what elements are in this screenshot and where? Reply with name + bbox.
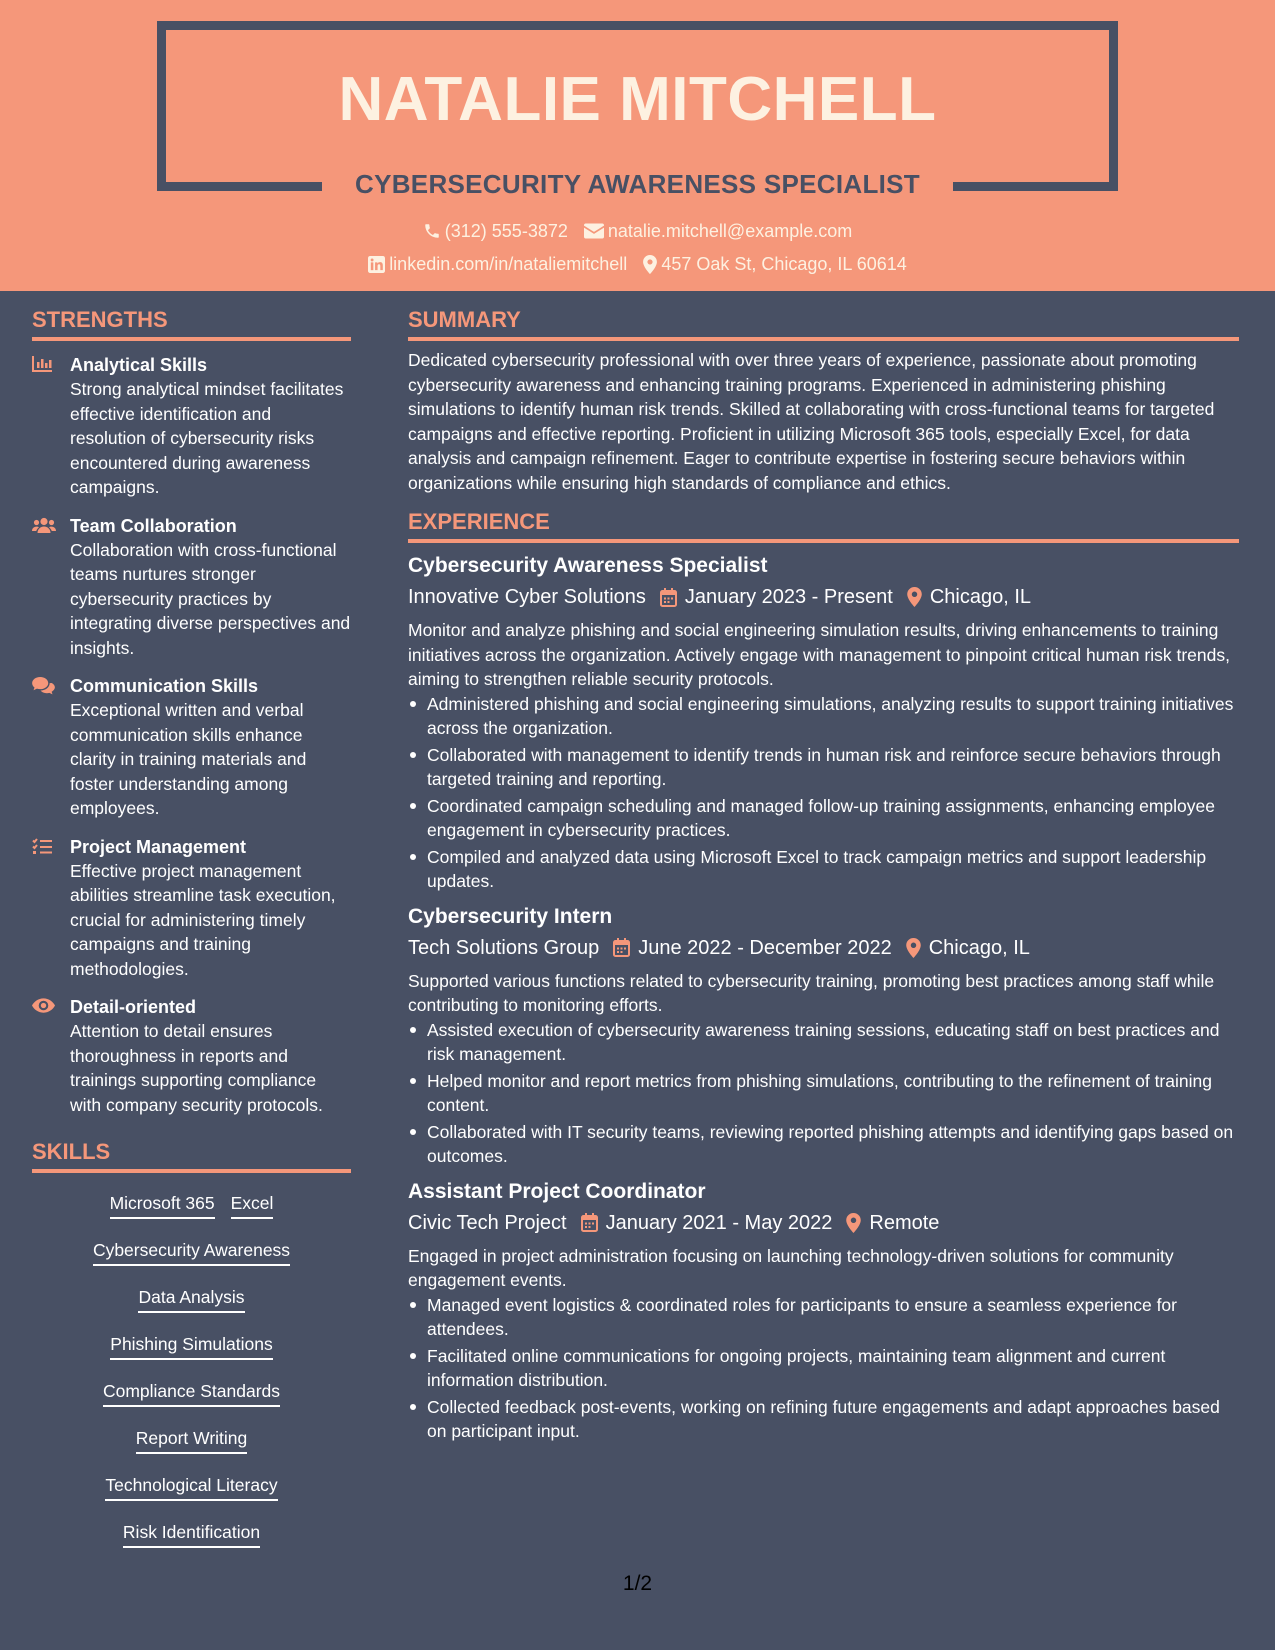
strength-item <box>32 674 351 821</box>
skills-heading: SKILLS <box>32 1137 351 1173</box>
bullet-item: Collected feedback post-events, working on refining future engagements and adapt approaches based on participant input. <box>408 1395 1239 1444</box>
job-title: Cybersecurity Intern <box>408 904 613 928</box>
eye-icon <box>32 998 55 1013</box>
comments-icon <box>32 677 55 695</box>
bar-chart-icon <box>32 356 52 372</box>
company-name: Tech Solutions Group <box>408 936 600 959</box>
bullet-item: Administered phishing and social engineering simulations, analyzing results to support training initiatives across the organization. <box>408 692 1239 741</box>
skill-tag: Phishing Simulations <box>110 1332 272 1360</box>
strength-item <box>32 514 351 661</box>
company-name: Innovative Cyber Solutions <box>408 586 646 608</box>
job-entry <box>408 1177 1239 1444</box>
users-icon <box>32 517 56 534</box>
left-column <box>32 305 351 1561</box>
contact-row-1 <box>0 219 1275 243</box>
summary-text: Dedicated cybersecurity professional with over three years of experience, passionate about promoting cybersecurity awareness and enhancing training programs. Experienced in administering phishing simulations to identify human risk trends. Skilled at collaborating with cross-functional teams for targeted campaigns and effective reporting. Proficient in utilizing Microsoft 365 tools, especially Excel, for data analysis and campaign refinement. Eager to contribute expertise in fostering secure behaviors within organizations while ensuring high standards of compliance and ethics. <box>408 350 1215 493</box>
strengths-list <box>32 353 351 1117</box>
strength-desc: Strong analytical mindset facilitates effective identification and resolution of cybersecurity risks encountered during awareness campaigns. <box>70 379 344 497</box>
calendar-icon <box>581 1213 598 1232</box>
email-text: natalie.mitchell@example.com <box>607 221 853 241</box>
address-contact <box>643 252 907 276</box>
job-entry <box>408 902 1239 1169</box>
job-bullets <box>408 692 1239 894</box>
strength-desc: Collaboration with cross-functional teams nurtures stronger cybersecurity practices by integrating diverse perspectives and insights. <box>70 539 351 658</box>
linkedin-text: linkedin.com/in/nataliemitchell <box>389 254 628 274</box>
resume-header <box>0 0 1275 291</box>
strength-item <box>32 835 351 982</box>
bullet-item: Coordinated campaign scheduling and managed follow-up training assignments, enhancing employee engagement in cybersecurity practices. <box>408 794 1239 843</box>
job-title: Assistant Project Coordinator <box>408 1179 706 1203</box>
candidate-name: NATALIE MITCHELL <box>338 65 937 134</box>
skill-tag: Compliance Standards <box>103 1379 280 1407</box>
strength-title: Detail-oriented <box>70 997 197 1017</box>
bullet-item: Facilitated online communications for ongoing projects, maintaining team alignment and current information distribution. <box>408 1344 1239 1393</box>
strength-desc: Effective project management abilities streamline task execution, crucial for administering timely campaigns and training methodologies. <box>70 860 336 979</box>
job-meta <box>408 1208 1239 1238</box>
page-number: 1/2 <box>622 1572 653 1595</box>
job-dates: June 2022 - December 2022 <box>638 936 892 959</box>
skills-list <box>32 1185 351 1561</box>
company-name: Civic Tech Project <box>408 1211 567 1234</box>
map-pin-icon <box>907 587 922 607</box>
map-pin-icon <box>906 938 921 958</box>
linkedin-icon <box>368 256 385 273</box>
bullet-item: Helped monitor and report metrics from phishing simulations, contributing to the refinement of training content. <box>408 1069 1239 1118</box>
strength-item <box>32 353 351 500</box>
map-pin-icon <box>643 255 657 274</box>
map-pin-icon <box>846 1213 861 1233</box>
bullet-item: Collaborated with IT security teams, reviewing reported phishing attempts and identifying gaps based on outcomes. <box>408 1120 1239 1169</box>
candidate-title: CYBERSECURITY AWARENESS SPECIALIST <box>355 169 920 199</box>
job-bullets <box>408 1018 1239 1169</box>
job-description: Monitor and analyze phishing and social engineering simulation results, driving enhancements to training initiatives across the organization. Actively engage with management to pinpoint critical human risk trends, aiming to strengthen reliable security protocols. <box>408 620 1230 689</box>
job-meta <box>408 582 1239 612</box>
skill-tag: Excel <box>231 1191 274 1219</box>
linkedin-contact[interactable] <box>368 252 627 276</box>
strength-title: Team Collaboration <box>70 515 237 536</box>
strength-title: Analytical Skills <box>70 355 208 375</box>
skill-tag: Report Writing <box>136 1426 248 1454</box>
job-title: Cybersecurity Awareness Specialist <box>408 554 768 577</box>
strength-desc: Exceptional written and verbal communication skills enhance clarity in training materials and foster understanding among employees. <box>70 700 307 818</box>
phone-icon <box>423 222 441 240</box>
bullet-item: Compiled and analyzed data using Microsoft Excel to track campaign metrics and support leadership updates. <box>408 845 1239 894</box>
email-contact[interactable] <box>584 219 852 243</box>
calendar-icon <box>613 938 630 957</box>
job-dates: January 2021 - May 2022 <box>605 1211 833 1234</box>
address-text: 457 Oak St, Chicago, IL 60614 <box>661 254 907 274</box>
job-description: Engaged in project administration focusing on launching technology-driven solutions for community engagement events. <box>408 1245 1174 1290</box>
bullet-item: Collaborated with management to identify trends in human risk and reinforce secure behaviors through targeted training and reporting. <box>408 743 1239 792</box>
job-location: Chicago, IL <box>928 936 1030 959</box>
skill-tag: Cybersecurity Awareness <box>93 1238 290 1266</box>
strength-title: Project Management <box>70 836 247 857</box>
bullet-item: Managed event logistics & coordinated roles for participants to ensure a seamless experience for attendees. <box>408 1293 1239 1342</box>
right-column <box>408 305 1239 1446</box>
phone-contact[interactable] <box>423 219 568 243</box>
job-bullets <box>408 1293 1239 1444</box>
strength-item <box>32 995 351 1117</box>
strengths-heading: STRENGTHS <box>32 305 351 341</box>
calendar-icon <box>660 588 677 607</box>
job-description: Supported various functions related to cybersecurity training, promoting best practices among staff while contributing to monitoring efforts. <box>408 970 1215 1015</box>
task-list-icon <box>32 838 52 855</box>
summary-heading: SUMMARY <box>408 305 1239 341</box>
job-location: Remote <box>869 1211 940 1234</box>
strength-title: Communication Skills <box>70 676 259 696</box>
experience-heading: EXPERIENCE <box>408 507 1239 543</box>
contact-row-2 <box>0 252 1275 276</box>
envelope-icon <box>584 223 604 239</box>
job-dates: January 2023 - Present <box>684 586 893 608</box>
phone-text: (312) 555-3872 <box>444 221 568 241</box>
skill-tag: Risk Identification <box>123 1520 260 1548</box>
skill-tag: Technological Literacy <box>105 1473 277 1501</box>
strength-desc: Attention to detail ensures thoroughness in reports and trainings supporting compliance with company security protocols. <box>70 1021 323 1115</box>
job-meta <box>408 933 1239 963</box>
job-entry <box>408 551 1239 894</box>
skill-tag: Microsoft 365 <box>110 1191 215 1219</box>
bullet-item: Assisted execution of cybersecurity awareness training sessions, educating staff on best practices and risk management. <box>408 1018 1239 1067</box>
skill-tag: Data Analysis <box>138 1285 244 1313</box>
job-location: Chicago, IL <box>929 586 1031 608</box>
